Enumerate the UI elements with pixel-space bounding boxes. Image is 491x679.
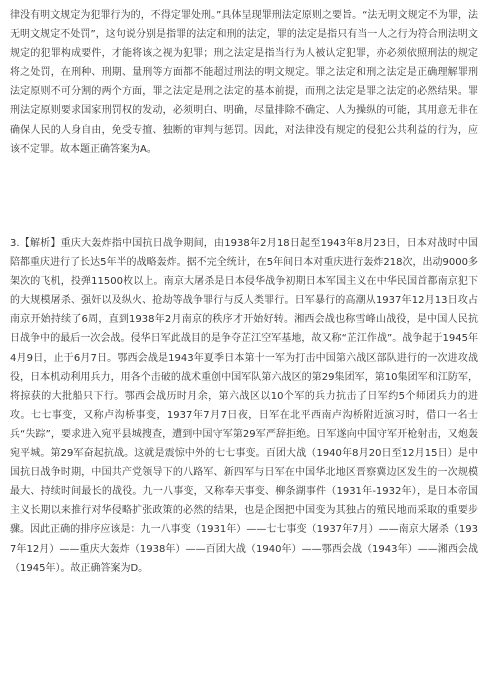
paragraph-answer-3 xyxy=(10,234,478,578)
paragraph-continuation xyxy=(10,6,478,159)
paragraph-text: 重庆大轰炸指中国抗日战争期间，由1938年2月18日起至1943年8月23日，日本对战时中国陪都重庆进行了长达5年半的战略轰炸。据不完全统计，在5年间日本对重庆进行轰炸218次，出动9000多架次的飞机，投弹11500枚以上。南京大屠杀是日本侵华战争初期日本军国主义在中华民国首都南京犯下的大规模屠杀、强奸以及纵火、抢劫等战争罪行与反人类罪行。日军暴行的高潮从1937年12月13日攻占南京开始持续了6周，直到1938年2月南京的秩序才开始好转。湘西会战也称雪峰山战役，是中国人民抗日战争中的最后一次会战。侵华日军此战目的是争夺芷江空军基地，故又称“芷江作战”。战争起于1945年4月9日，止于6月7日。鄂西会战是1943年夏季日本第十一军为打击中国第六战区部队进行的一次进攻战役，日本机动利用兵力，用各个击破的战术重创中国军队第六战区的第29集团军，第10集团军和江防军，将掠获的大批船只下行。鄂西会战历时月余，第六战区以10个军的兵力抗击了日军约5个师团兵力的进攻。七七事变，又称卢沟桥事变，1937年7月7日夜，日军在北平西南卢沟桥附近演习时，借口一名士兵“失踪”，要求进入宛平县城搜查，遭到中国守军第29军严辞拒绝。日军遂向中国守军开枪射击，又炮轰宛平城。第29军奋起抗战。这就是震惊中外的七七事变。百团大战（1940年8月20日至12月15日）是中国抗日战争时期，中国共产党领导下的八路军、新四军与日军在中国华北地区晋察冀边区发生的一次规模最大、持续时间最长的战役。九一八事变，又称奉天事变、柳条湖事件（1931年-1932年），是日本帝国主义长期以来推行对华侵略扩张政策的必然的结果，也是企图把中国变为其独占的殖民地而采取的重要步骤。因此正确的排序应该是：九一八事变（1931年）——七七事变（1937年7月）——南京大屠杀（1937年12月）——重庆大轰炸（1938年）——百团大战（1940年）——鄂西会战（1943年）——湘西会战（1945年）。故正确答案为D。 xyxy=(10,238,479,574)
paragraph-text: 律没有明文规定为犯罪行为的，不得定罪处刑。”具体呈现罪刑法定原则之要旨。“法无明文规定不为罪，法无明文规定不处罚”，这句说分别是指罪的法定和刑的法定，罪的法定是指只有当一人之行为符合刑法明文规定的犯罪构成要件，才能将该之视为犯罪；刑之法定是指当行为人被认定犯罪，亦必须依照刑法的规定将之处罚，在刑种、刑期、量刑等方面都不能超过刑法的明文规定。罪之法定和刑之法定是正确理解罪刑法定原则不可分割的两个方面，罪之法定是刑之法定的基本前提，而刑之法定是罪之法定的必然结果。罪刑法定原则要求国家刑罚权的发动，必须明白、明确，尽量排除不确定、人为操纵的可能，其用意无非在确保人民的人身自由，免受专擅、独断的审判与惩罚。因此，对法律没有规定的侵犯公共利益的行为，应该不定罪。故本题正确答案为A。 xyxy=(10,10,478,155)
question-number: 3. xyxy=(10,238,20,249)
analysis-label: 【解析】 xyxy=(19,238,61,249)
